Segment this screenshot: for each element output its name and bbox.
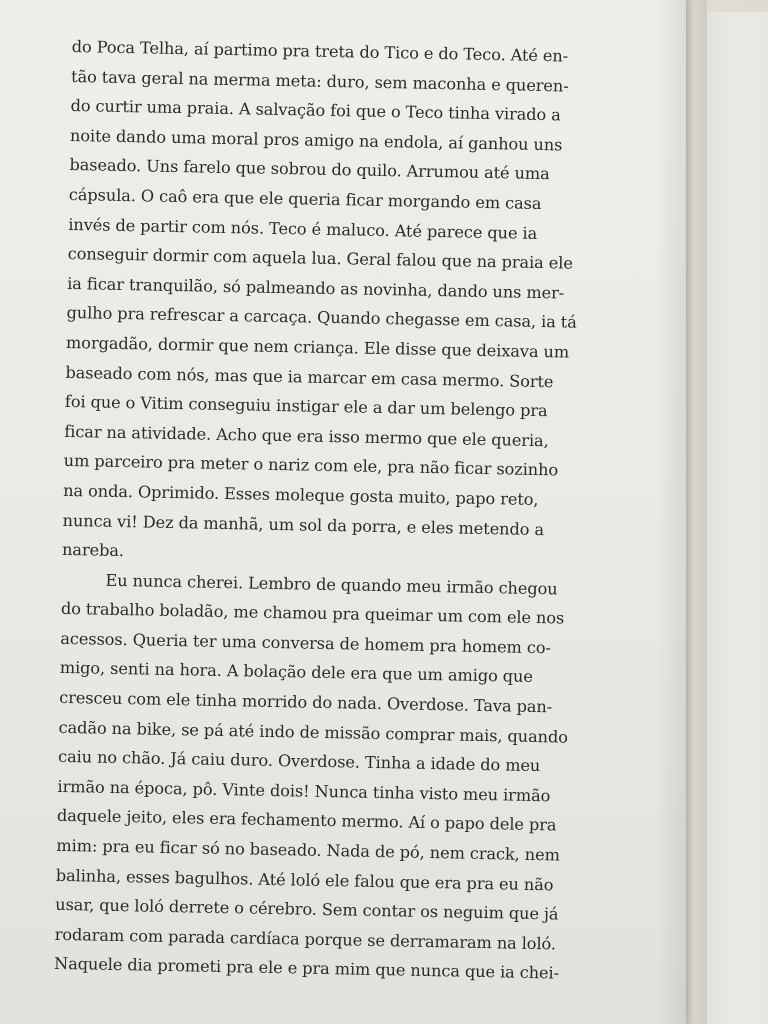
text-line: migo, senti na hora. A bolação dele era que um amigo que: [59, 658, 534, 687]
text-line: ficar na atividade. Acho que era isso mermo que ele queria,: [64, 421, 549, 450]
next-pages-edge: [706, 12, 768, 1024]
paragraph: [54, 565, 610, 990]
text-line: balinha, esses bagulhos. Até loló ele falou que era pra eu não: [55, 865, 554, 895]
text-line: cadão na bike, se pá até indo de missão comprar mais, quando: [58, 717, 569, 747]
text-line: ia ficar tranquilão, só palmeando as novinha, dando uns mer-: [66, 273, 565, 303]
text-line: daquele jeito, eles era fechamento mermo. Aí o papo dele pra: [56, 806, 557, 835]
text-line: do Poca Telha, aí partimo pra treta do Tico e do Teco. Até en-: [71, 36, 569, 66]
page-stack-edge: [684, 0, 707, 1024]
text-line: caiu no chão. Já caiu duro. Overdose. Tinha a idade do meu: [57, 747, 541, 776]
text-line: tão tava geral na merma meta: duro, sem maconha e queren-: [70, 66, 569, 96]
text-line: na onda. Oprimido. Esses moleque gosta muito, papo reto,: [63, 480, 539, 509]
text-line: acessos. Queria ter uma conversa de homem pra homem co-: [60, 628, 551, 658]
text-line: rodaram com parada cardíaca porque se derramaram na loló.: [54, 924, 557, 954]
text-line: baseado com nós, mas que ia marcar em casa mermo. Sorte: [65, 362, 554, 391]
text-line: invés de partir com nós. Teco é maluco. Até parece que ia: [68, 214, 538, 243]
text-line: do trabalho boladão, me chamou pra queimar um com ele nos: [60, 599, 565, 628]
text-line: baseado. Uns farelo que sobrou do quilo. Arrumou até uma: [69, 155, 550, 184]
text-line: nareba.: [61, 540, 125, 561]
text-line: usar, que loló derrete o cérebro. Sem contar os neguim que já: [55, 895, 559, 924]
text-line: cápsula. O caô era que ele queria ficar morgando em casa: [68, 184, 542, 214]
text-line: irmão na época, pô. Vinte dois! Nunca tinha visto meu irmão: [57, 776, 551, 806]
text-line: conseguir dormir com aquela lua. Geral falou que na praia ele: [67, 244, 573, 273]
page-body-text: [54, 32, 620, 989]
text-line: mim: pra eu ficar só no baseado. Nada de pó, nem crack, nem: [56, 835, 560, 865]
text-line: gulho pra refrescar a carcaça. Quando chegasse em casa, ia tá: [66, 303, 577, 333]
text-line: Naquele dia prometi pra ele e pra mim que nunca que ia chei-: [53, 954, 560, 983]
text-line: nunca vi! Dez da manhã, um sol da porra, e eles metendo a: [62, 510, 545, 539]
text-line: Eu nunca cherei. Lembro de quando meu irmão chegou: [105, 570, 558, 599]
text-line: cresceu com ele tinha morrido do nada. Overdose. Tava pan-: [59, 687, 553, 717]
text-line: do curtir uma praia. A salvação foi que o Teco tinha virado a: [70, 96, 561, 125]
text-line: foi que o Vitim conseguiu instigar ele a dar um belengo pra: [64, 392, 548, 421]
text-line: morgadão, dormir que nem criança. Ele disse que deixava um: [65, 332, 570, 362]
text-line: noite dando uma moral pros amigo na endola, aí ganhou uns: [69, 125, 563, 155]
text-line: um parceiro pra meter o nariz com ele, pra não ficar sozinho: [63, 451, 559, 480]
paragraph: [62, 32, 620, 575]
